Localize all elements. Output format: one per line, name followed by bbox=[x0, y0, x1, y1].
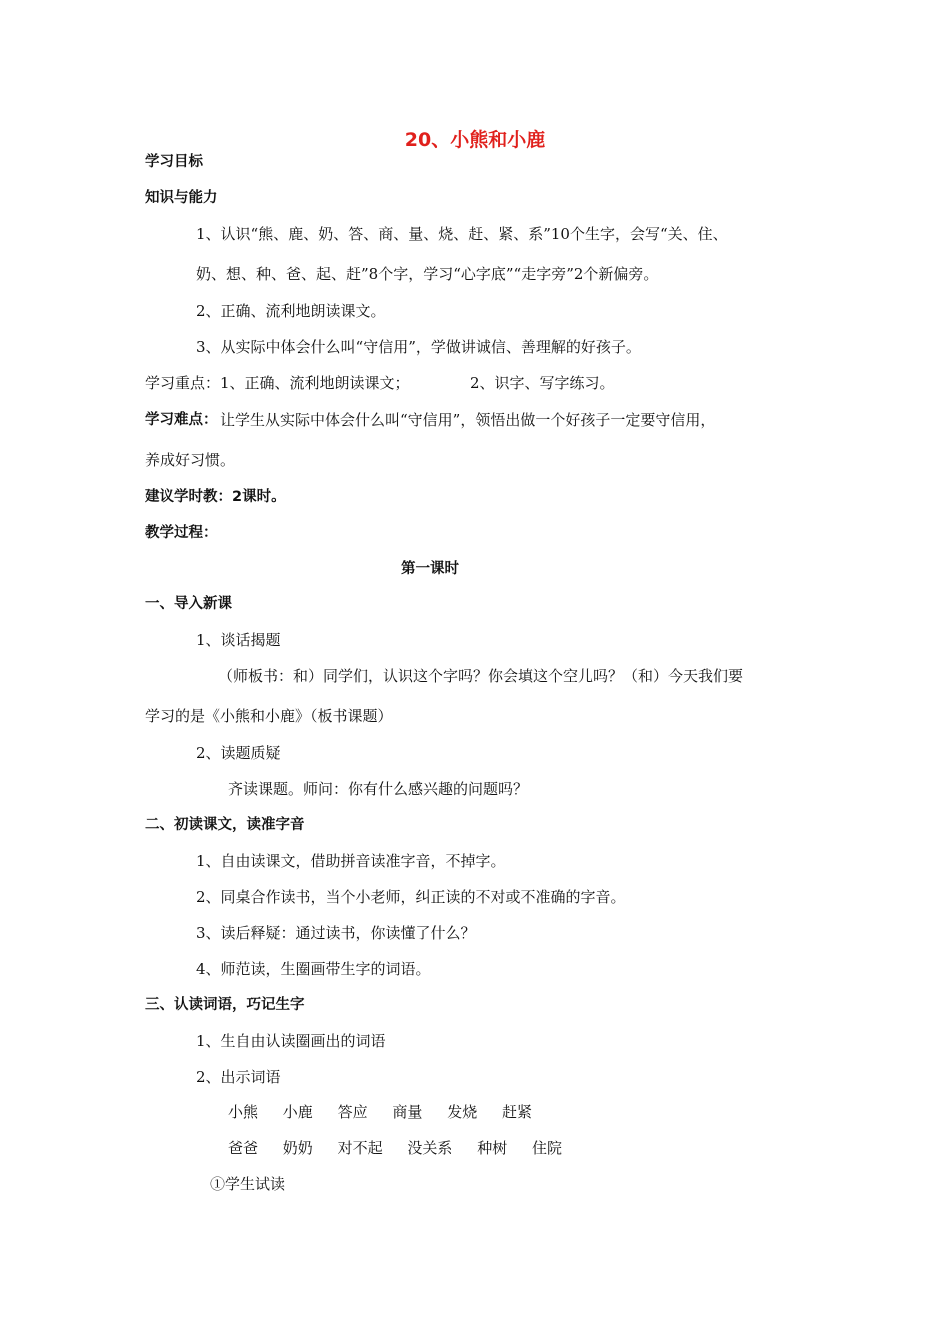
word-item: 没关系 bbox=[407, 1139, 453, 1157]
goal-1-line-2: 奶、想、种、爸、起、赶”8个字，学习“心字底”“走字旁”2个新偏旁。 bbox=[196, 265, 659, 283]
word-item: 小熊 bbox=[228, 1103, 259, 1121]
section-1-item-1-text-2: 学习的是《小熊和小鹿》（板书课题） bbox=[145, 707, 393, 725]
knowledge-heading: 知识与能力 bbox=[145, 190, 218, 206]
process-heading: 教学过程： bbox=[145, 525, 218, 541]
difficulty-label: 学习难点： bbox=[145, 412, 218, 428]
goal-2: 2、正确、流利地朗读课文。 bbox=[196, 302, 386, 320]
lesson-heading: 第一课时 bbox=[401, 561, 459, 577]
word-item: 赶紧 bbox=[501, 1103, 532, 1121]
document-title: 20、小熊和小鹿 bbox=[404, 129, 546, 151]
section-1-item-1: 1、谈话揭题 bbox=[196, 631, 281, 649]
word-item: 小鹿 bbox=[282, 1103, 313, 1121]
section-2-item-3: 3、读后释疑：通过读书，你读懂了什么？ bbox=[196, 924, 476, 942]
word-item: 对不起 bbox=[337, 1139, 383, 1157]
goal-1-line-1: 1、认识“熊、鹿、奶、答、商、量、烧、赶、紧、系”10个生字，会写“关、住、 bbox=[196, 225, 728, 243]
word-item: 住院 bbox=[531, 1139, 562, 1157]
section-2-item-1: 1、自由读课文，借助拼音读准字音，不掉字。 bbox=[196, 852, 506, 870]
hours-suggestion: 建议学时教：2课时。 bbox=[145, 489, 286, 505]
section-3-heading: 三、认读词语，巧记生字 bbox=[145, 997, 305, 1013]
section-1-item-1-text-1: （师板书：和）同学们，认识这个字吗？你会填这个空儿吗？（和）今天我们要 bbox=[218, 667, 744, 685]
section-2-heading: 二、初读课文，读准字音 bbox=[145, 817, 305, 833]
key-points-2: 2、识字、写字练习。 bbox=[470, 374, 615, 392]
word-list-row-2 bbox=[228, 1138, 582, 1158]
section-3-item-1: 1、生自由认读圈画出的词语 bbox=[196, 1032, 386, 1050]
section-2-item-4: 4、师范读，生圈画带生字的词语。 bbox=[196, 960, 431, 978]
section-1-item-2-text: 齐读课题。师问：你有什么感兴趣的问题吗？ bbox=[228, 780, 529, 798]
word-item: 爸爸 bbox=[228, 1139, 259, 1157]
word-item: 种树 bbox=[477, 1139, 508, 1157]
goal-3: 3、从实际中体会什么叫“守信用”，学做讲诚信、善理解的好孩子。 bbox=[196, 338, 641, 356]
section-1-item-2: 2、读题质疑 bbox=[196, 744, 281, 762]
key-points-1: 1、正确、流利地朗读课文； bbox=[220, 374, 410, 392]
difficulty-line-1: 让学生从实际中体会什么叫“守信用”，领悟出做一个好孩子一定要守信用， bbox=[220, 411, 716, 429]
word-item: 发烧 bbox=[447, 1103, 478, 1121]
section-3-item-2: 2、出示词语 bbox=[196, 1068, 281, 1086]
word-list-row-1 bbox=[228, 1102, 552, 1122]
section-2-item-2: 2、同桌合作读书，当个小老师，纠正读的不对或不准确的字音。 bbox=[196, 888, 626, 906]
difficulty-line-2: 养成好习惯。 bbox=[145, 451, 236, 469]
key-points-label: 学习重点： bbox=[145, 374, 221, 392]
section-3-sub-item-1: ①学生试读 bbox=[210, 1175, 286, 1193]
word-item: 答应 bbox=[337, 1103, 368, 1121]
word-item: 商量 bbox=[392, 1103, 423, 1121]
goals-heading: 学习目标 bbox=[145, 154, 203, 170]
word-item: 奶奶 bbox=[282, 1139, 313, 1157]
section-1-heading: 一、导入新课 bbox=[145, 596, 232, 612]
